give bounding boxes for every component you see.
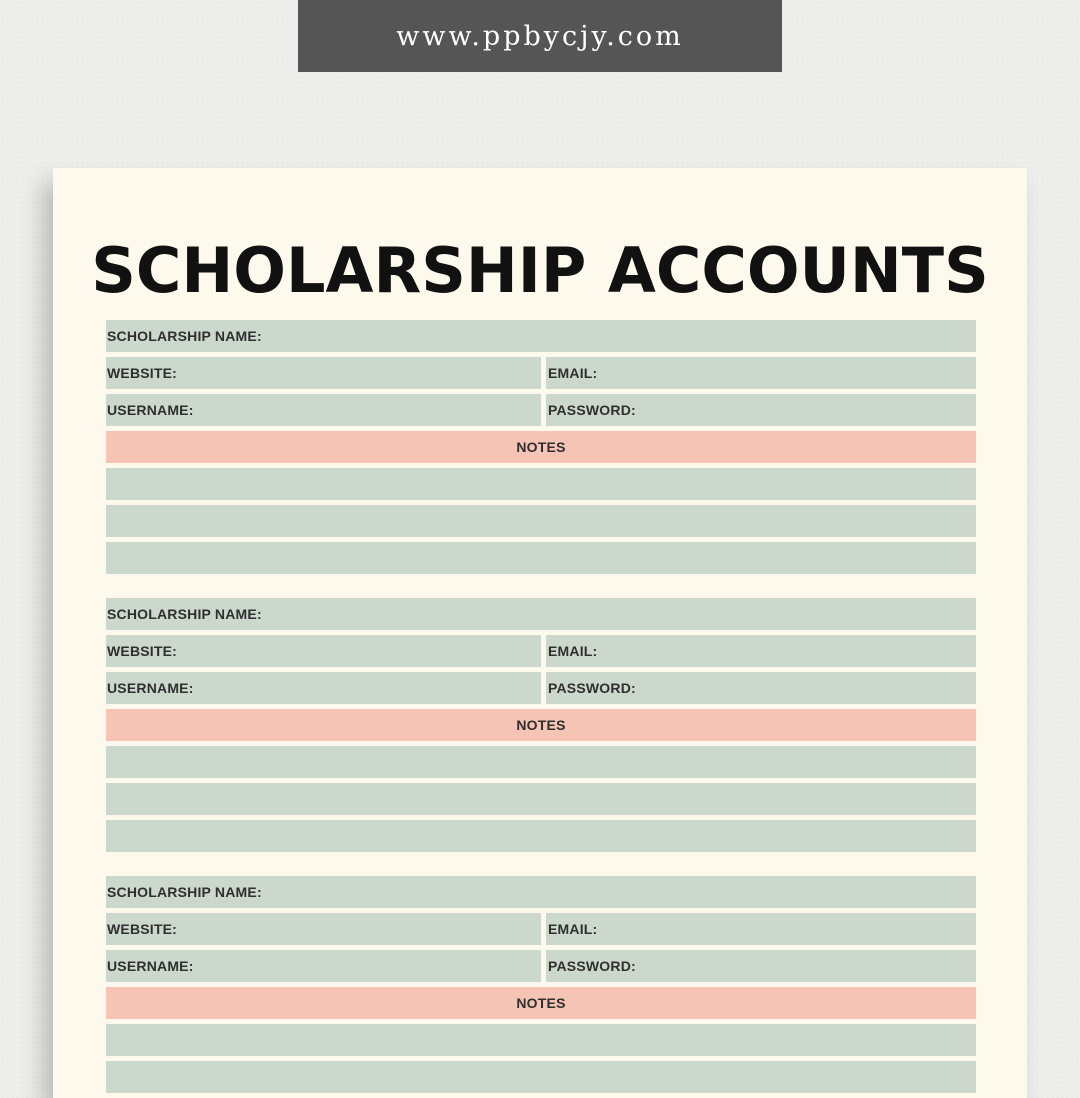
username-label: USERNAME: xyxy=(107,680,194,696)
notes-line[interactable] xyxy=(106,746,976,778)
notes-line[interactable] xyxy=(106,1024,976,1056)
scholarship-name-field[interactable] xyxy=(106,320,976,352)
page-title: SCHOLARSHIP ACCOUNTS xyxy=(91,234,989,307)
scholarship-name-label: SCHOLARSHIP NAME: xyxy=(107,328,262,344)
email-field[interactable] xyxy=(546,357,976,389)
email-label: EMAIL: xyxy=(548,365,598,381)
notes-header xyxy=(106,987,976,1019)
notes-line[interactable] xyxy=(106,820,976,852)
password-label: PASSWORD: xyxy=(548,958,636,974)
notes-label: NOTES xyxy=(516,995,566,1011)
website-label: WEBSITE: xyxy=(107,643,178,659)
notes-label: NOTES xyxy=(516,717,566,733)
website-label: WEBSITE: xyxy=(107,365,178,381)
scholarship-name-label: SCHOLARSHIP NAME: xyxy=(107,606,262,622)
notes-line[interactable] xyxy=(106,505,976,537)
password-label: PASSWORD: xyxy=(548,680,636,696)
email-label: EMAIL: xyxy=(548,921,598,937)
username-field[interactable] xyxy=(106,950,541,982)
scholarship-name-field[interactable] xyxy=(106,876,976,908)
notes-header xyxy=(106,709,976,741)
scholarship-name-label: SCHOLARSHIP NAME: xyxy=(107,884,262,900)
email-label: EMAIL: xyxy=(548,643,598,659)
notes-line[interactable] xyxy=(106,468,976,500)
username-field[interactable] xyxy=(106,394,541,426)
banner-url: www.ppbycjy.com xyxy=(396,20,684,52)
password-field[interactable] xyxy=(546,394,976,426)
email-field[interactable] xyxy=(546,913,976,945)
password-field[interactable] xyxy=(546,672,976,704)
password-field[interactable] xyxy=(546,950,976,982)
username-field[interactable] xyxy=(106,672,541,704)
website-field[interactable] xyxy=(106,913,541,945)
notes-header xyxy=(106,431,976,463)
notes-label: NOTES xyxy=(516,439,566,455)
notes-line[interactable] xyxy=(106,1061,976,1093)
printable-sheet xyxy=(53,168,1027,1098)
website-field[interactable] xyxy=(106,635,541,667)
username-label: USERNAME: xyxy=(107,958,194,974)
website-label: WEBSITE: xyxy=(107,921,178,937)
username-label: USERNAME: xyxy=(107,402,194,418)
email-field[interactable] xyxy=(546,635,976,667)
scholarship-name-field[interactable] xyxy=(106,598,976,630)
website-banner xyxy=(298,0,782,72)
notes-line[interactable] xyxy=(106,783,976,815)
password-label: PASSWORD: xyxy=(548,402,636,418)
notes-line[interactable] xyxy=(106,542,976,574)
website-field[interactable] xyxy=(106,357,541,389)
